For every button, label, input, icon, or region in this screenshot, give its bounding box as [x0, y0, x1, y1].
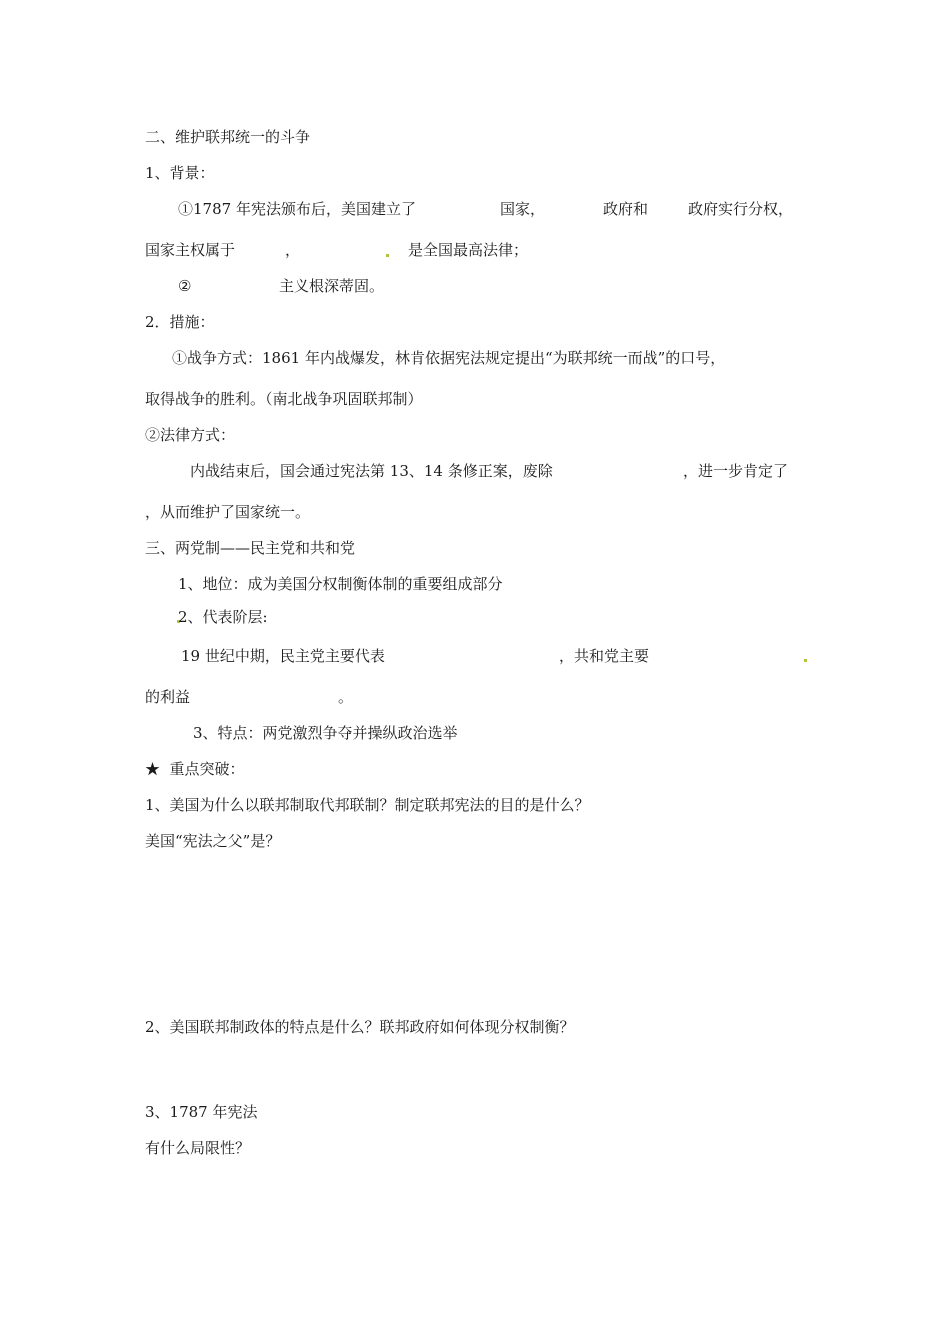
question-3: 3、1787 年宪法: [145, 1103, 258, 1121]
background-line-1-part-4: 政府实行分权，: [688, 200, 794, 218]
measure-law-line: 内战结束后，国会通过宪法第 13、14 条修正案，废除: [190, 462, 553, 480]
measure-law-line-2: ，从而维护了国家统一。: [145, 503, 311, 521]
measure-war-line-2: 取得战争的胜利。（南北战争巩固联邦制）: [145, 390, 423, 408]
party-classes-line-part-2: ，共和党主要: [559, 647, 650, 665]
background-line-2: 国家主权属于: [145, 241, 236, 259]
measures-heading: 2．措施：: [145, 313, 215, 331]
background-line-3-part-2: 主义根深蒂固。: [279, 277, 385, 295]
measure-law-line-part-2: ，进一步肯定了: [683, 462, 789, 480]
party-classes-line-2: 的利益: [145, 688, 191, 706]
measure-war-line: ①战争方式：1861 年内战爆发，林肯依据宪法规定提出“为联邦统一而战”的口号，: [172, 349, 726, 367]
background-line-1: ①1787 年宪法颁布后，美国建立了: [178, 200, 416, 218]
section-2-title: 二、维护联邦统一的斗争: [145, 128, 311, 146]
question-2: 2、美国联邦制政体的特点是什么？联邦政府如何体现分权制衡？: [145, 1018, 575, 1036]
marker-dot: [804, 659, 807, 662]
party-classes-line: 19 世纪中期，民主党主要代表: [181, 647, 385, 665]
background-heading: 1、背景：: [145, 164, 215, 182]
marker-dot: [386, 254, 389, 257]
question-3-part-2: 有什么局限性？: [145, 1139, 251, 1157]
background-line-2-part-3: 是全国最高法律；: [408, 241, 529, 259]
background-line-3: ②: [178, 277, 192, 295]
party-status: 1、地位：成为美国分权制衡体制的重要组成部分: [178, 575, 503, 593]
measure-law-heading: ②法律方式：: [145, 426, 236, 444]
party-features: 3、特点：两党激烈争夺并操纵政治选举: [193, 724, 458, 742]
question-1-part-2: 美国“宪法之父”是？: [145, 832, 281, 850]
section-3-title: 三、两党制——民主党和共和党: [145, 539, 356, 557]
question-1: 1、美国为什么以联邦制取代邦联制？制定联邦宪法的目的是什么？: [145, 796, 590, 814]
background-line-1-part-3: 政府和: [603, 200, 649, 218]
party-classes-heading: 2、代表阶层:: [178, 608, 268, 626]
background-line-2-part-2: ，: [285, 241, 301, 259]
key-points-heading: ★ 重点突破：: [145, 760, 245, 778]
background-line-1-part-2: 国家，: [500, 200, 546, 218]
party-classes-line-2-end: 。: [338, 688, 354, 706]
